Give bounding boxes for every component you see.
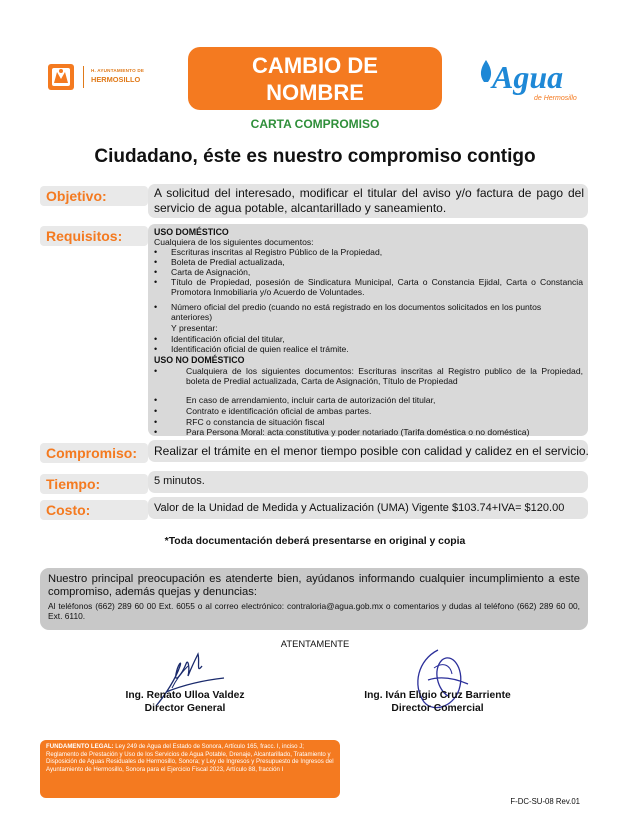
list-item: Número oficial del predio (cuando no está registrado en los documentos solicitados en los puntos anteriores) (171, 302, 542, 322)
signer-1-role: Director General (144, 703, 226, 714)
signer-2-name: Ing. Iván Eligio Cruz Barriente (364, 690, 511, 701)
contact-main-text: Nuestro principal preocupación es atenderte bien, ayúdanos informando cualquier incumplimiento a este compromiso, además quejas y denuncias: (48, 573, 580, 598)
objetivo-label: Objetivo: (40, 186, 148, 206)
agua-logo (472, 52, 587, 107)
org-name: HERMOSILLO (91, 75, 141, 84)
y-presentar-text: Y presentar: (171, 323, 218, 333)
bullet-icon: • (154, 277, 158, 287)
costo-label: Costo: (40, 500, 148, 520)
bullet-icon: • (154, 366, 158, 376)
city-seal-icon (47, 63, 75, 91)
list-item: Boleta de Predial actualizada, (171, 257, 285, 267)
objetivo-text: A solicitud del interesado, modificar el titular del aviso y/o factura de pago del servicio de agua potable, alcantarillado y saneamiento. (154, 186, 584, 215)
costo-text: Valor de la Unidad de Medida y Actualización (UMA) Vigente $103.74+IVA= $120.00 (154, 502, 565, 514)
document-title (188, 47, 442, 110)
documentation-note: *Toda documentación deberá presentarse en original y copia (164, 536, 466, 547)
brand-subtitle: de Hermosillo (534, 95, 577, 102)
list-item: Escrituras inscritas al Registro Público de la Propiedad, (171, 247, 383, 257)
signer-1-name: Ing. Renato Ulloa Valdez (125, 690, 245, 701)
legal-heading: FUNDAMENTO LEGAL: (46, 743, 114, 750)
bullet-icon: • (154, 427, 158, 437)
org-small-text: H. AYUNTAMIENTO DE (91, 68, 145, 73)
list-item: En caso de arrendamiento, incluir carta de autorización del titular, (186, 395, 436, 405)
legal-body: Ley 249 de Agua del Estado de Sonora, Artículo 165, fracc. I, inciso J; Reglamento de Prestación y Uso de los Servicios de Agua Potable, Drenaje, Alcantarillado, Tratamiento y Disposición de Aguas Residuales de Hermosillo, Sonora; y Ley de Ingresos y Presupuesto de Ingresos del Ayuntamiento de Hermosillo, Sonora para el Ejercicio Fiscal 2023, Artículo 88, fracción I (46, 743, 334, 773)
list-item: Identificación oficial de quien realice el trámite. (171, 344, 349, 354)
contact-detail-text: Al teléfonos (662) 289 60 00 Ext. 6055 o al correo electrónico: contraloria@agua.gob.mx o comentarios y dudas al teléfono (662) 289 60 00, Ext. 6110. (48, 601, 580, 621)
headline: Ciudadano, éste es nuestro compromiso contigo (94, 146, 536, 167)
list-item: RFC o constancia de situación fiscal (186, 417, 325, 427)
title-line-2: NOMBRE (266, 79, 364, 105)
list-item: Identificación oficial del titular, (171, 334, 285, 344)
list-item: Para Persona Moral: acta constitutiva y poder notariado (Tarifa doméstica o no doméstica) (186, 427, 530, 437)
uso-domestico-intro: Cualquiera de los siguientes documentos: (154, 237, 314, 247)
bullet-icon: • (154, 257, 158, 267)
bullet-icon: • (154, 417, 158, 427)
uso-domestico-heading: USO DOMÉSTICO (154, 227, 229, 237)
bullet-icon: • (154, 395, 158, 405)
closing-text: ATENTAMENTE (280, 638, 350, 649)
tiempo-label: Tiempo: (40, 474, 148, 494)
bullet-icon: • (154, 344, 158, 354)
bullet-icon: • (154, 406, 158, 416)
title-line-1: CAMBIO DE (252, 52, 378, 78)
bullet-icon: • (154, 334, 158, 344)
legal-text (46, 743, 334, 773)
list-item: Título de Propiedad, posesión de Sindicatura Municipal, Carta o Constancia Ejidal, Carta o Constancia Promotora Inmobiliaria y/o Acuerdo de Voluntades. (171, 277, 583, 297)
tiempo-text: 5 minutos. (154, 475, 205, 487)
ayuntamiento-logo (47, 63, 187, 91)
compromiso-text: Realizar el trámite en el menor tiempo posible con calidad y calidez en el servicio. (154, 444, 589, 458)
list-item: Contrato e identificación oficial de ambas partes. (186, 406, 372, 416)
bullet-icon: • (154, 247, 158, 257)
bullet-icon: • (154, 302, 158, 312)
document-subtitle: CARTA COMPROMISO (250, 117, 380, 131)
list-item: Cualquiera de los siguientes documentos: Escrituras inscritas al Registro publico de la Propiedad, boleta de Predial actualizada, Carta de Asignación, Título de Propiedad (186, 366, 583, 386)
compromiso-label: Compromiso: (40, 443, 148, 463)
tiempo-box (148, 471, 588, 493)
bullet-icon: • (154, 267, 158, 277)
list-item: Carta de Asignación, (171, 267, 251, 277)
brand-name: Agua (492, 59, 564, 95)
uso-no-domestico-heading: USO NO DOMÉSTICO (154, 355, 245, 365)
signer-2-role: Director Comercial (391, 703, 484, 714)
requisitos-label: Requisitos: (40, 226, 148, 246)
document-code: F-DC-SU-08 Rev.01 (510, 797, 580, 806)
